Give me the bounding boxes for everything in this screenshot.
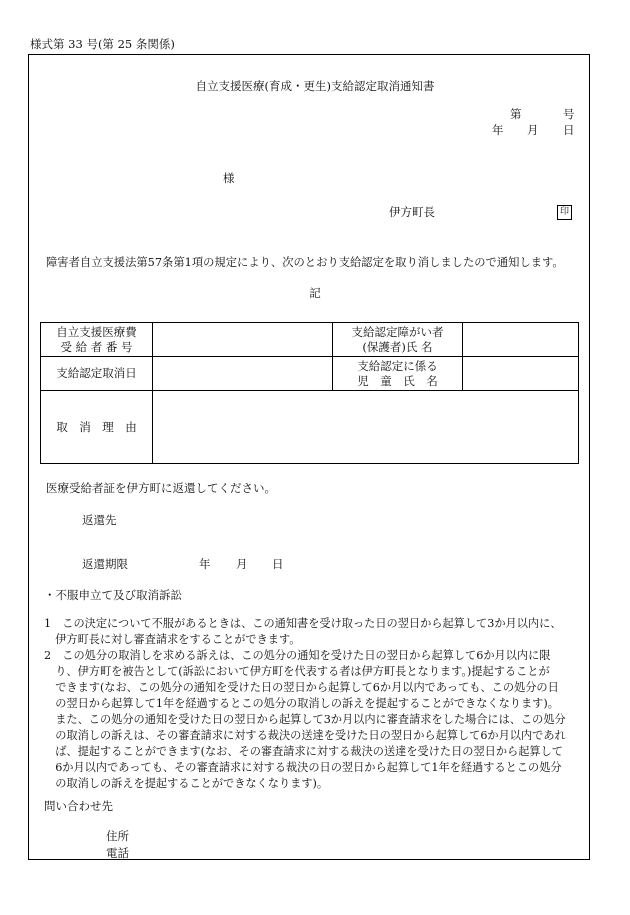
date-day: 日 <box>563 123 575 137</box>
reason-field[interactable] <box>153 391 579 464</box>
cancel-date-label: 支給認定取消日 <box>41 357 153 391</box>
contact-address-label: 住所 <box>106 829 129 843</box>
contact-phone-label: 電話 <box>106 846 129 860</box>
disabled-person-name-field[interactable] <box>463 323 579 357</box>
contact-heading: 問い合わせ先 <box>44 799 113 813</box>
reason-label: 取 消 理 由 <box>41 391 153 464</box>
date-year: 年 <box>492 123 504 137</box>
document-title: 自立支援医療(育成・更生)支給認定取消通知書 <box>195 79 435 93</box>
issuer-name: 伊方町長 <box>389 205 435 219</box>
paragraph-1: 1 この決定について不服があるときは、この通知書を受け取った日の翌日から起算して3か月以内に、 伊方町長に対し審査請求をすることができます。 <box>44 617 562 646</box>
return-deadline-label: 返還期限 <box>82 557 128 571</box>
seal-icon: 印 <box>557 205 572 220</box>
disabled-person-name-label: 支給認定障がい者 (保護者)氏 名 <box>333 323 463 357</box>
doc-number-dai: 第 <box>510 107 522 121</box>
doc-number-go: 号 <box>563 107 575 121</box>
info-table <box>40 322 579 464</box>
paragraph-2: 2 この処分の取消しを求める訴えは、この処分の通知を受けた日の翌日から起算して6か月以内に限 り、伊方町を被告として(訴訟において伊方町を代表する者は伊方町長となります。)提起することが できます(なお、この処分の通知を受けた日の翌日から起算して6か月以内であっても、この処分の日 の翌日から起算して1年を経過するとこの処分の取消しの訴えを提起することができなくなります)。 また、この処分の通知を受けた日の翌日から起算して3か月以内に審査請求をした場合には、この処分 の取消しの訴えは、その審査請求に対する裁決の送達を受けた日の翌日から起算して6か月以内であれ ば、提起することができます(なお、その審査請求に対する裁決の送達を受けた日の翌日から起算して 6か月以内であっても、その審査請求に対する裁決の日の翌日から起算して1年を経過するとこの処分 の取消しの訴えを提起することができなくなります)。 <box>44 649 566 790</box>
cancel-date-field[interactable] <box>153 357 333 391</box>
return-notice: 医療受給者証を伊方町に返還してください。 <box>46 481 276 495</box>
intro-text: 障害者自立支援法第57条第1項の規定により、次のとおり支給認定を取り消しましたので通知します。 <box>46 256 564 269</box>
return-to-label: 返還先 <box>82 513 117 527</box>
deadline-month: 月 <box>236 557 248 571</box>
form-number: 様式第 33 号(第 25 条関係) <box>30 37 175 51</box>
deadline-day: 日 <box>272 557 284 571</box>
appeal-heading: ・不服申立て及び取消訴訟 <box>44 588 182 602</box>
date-month: 月 <box>527 123 539 137</box>
child-name-field[interactable] <box>463 357 579 391</box>
deadline-year: 年 <box>199 557 211 571</box>
seal-mark <box>557 203 572 220</box>
child-name-label: 支給認定に係る 児 童 氏 名 <box>333 357 463 391</box>
ki-label: 記 <box>309 286 321 300</box>
recipient-number-boxes[interactable] <box>153 323 333 357</box>
recipient-number-label: 自立支援医療費 受 給 者 番 号 <box>41 323 153 357</box>
addressee-suffix: 様 <box>223 171 235 185</box>
